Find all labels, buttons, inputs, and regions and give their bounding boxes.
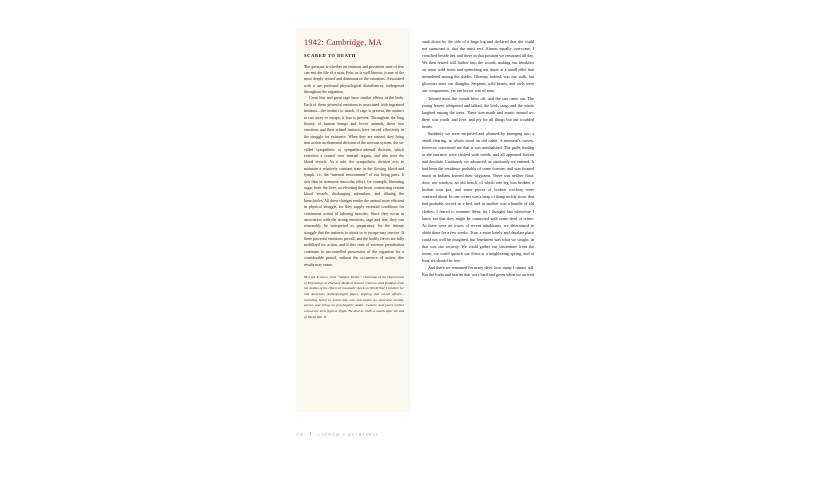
kicker-place: Cambridge, MA [326,38,382,47]
main-paragraph: Suddenly we were surprised and alarmed by emerging into a small clearing, in which stood an old cabin. A moment’s survey, however, convinced me that it was uninhabited. The paths leading to the entrance were choked with weeds, and all appeared forlorn and desolate. Cautiously we advanced, as cautiously we entered. It had been the residence probably of some forester, and was formed much as Indians formed their wigwams. There was neither floor, door, nor window, an old bench, of which one leg was broken, a broken iron pot, and some pieces of broken crockery were scattered about. In one corner was a heap of damp moldy straw that had probably served as a bed, and in another was a bundle of old clothes. I feared to examine them; for I thought, but wherefore I know not that they might be connected with some deed of crime. As there were no traces of recent inhabitants, we determined to abide there for a few weeks. True, a more lonely and desolate place could not well be imagined, but loneliness was what we sought; in that was our security. We could gather our sustenance from the forest, we could quench our thirst at a neighboring spring, and at least we should be free. [422,130,534,263]
sidebar-kicker [304,38,404,47]
journal-name: LAPHAM’S QUARTERLY [318,433,380,437]
folio-number: 176 [296,432,304,437]
sidebar-body [304,64,404,269]
main-text-column [422,38,534,278]
main-paragraph: And there we remained for many days: how many I cannot tell. But the fruits and berries that were hard and green when we arrived [422,265,534,278]
attribution-author: Walter Cannon, [304,275,329,280]
footer-divider [310,432,311,436]
kicker-year: 1942: [304,38,325,47]
sidebar-paragraph: The question is whether an ominous and persistent state of fear can end the life of a man. Fear, as is well known, is one of the most deeply rooted and dominant of the emotions. Associated with it are profound physiological disturbances, widespread throughout the organism. [304,63,404,95]
main-paragraph: Toward noon the clouds blew off, and the sun came out. The young leaves whispered and talked, the birds sang, and the winds laughed among the trees. There was mirth and music around us; there was youth, and love, and joy for all things but our troubled hearts. [422,95,534,129]
sidebar-paragraph: Great fear and great rage have similar effects in the body. Each of these powerful emotions is associated with ingrained instincts—the instinct to attack, if rage is present, the instinct to run away or escape, if fear is present. Throughout the long history of human beings and lower animals, these two emotions and their related instincts have served effectively in the struggle for existence. When they are roused, they bring into action an elemental division of the nervous system, the so-called sympathetic or sympathico-adrenal division, which exercises a control over internal organs, and also over the blood vessels. As a rule, the sympathetic division acts to maintain a relatively constant state in the flowing blood and lymph, i.e., the “internal environment” of our living parts. It acts thus in strenuous muscular effort; for example, liberating sugar from the liver, accelerating the heart, contracting certain blood vessels, discharging adrenaline, and dilating the bronchioles. All these changes render the animal more efficient in physical struggle, for they supply essential conditions for continuous action of laboring muscles. Since they occur in association with the strong emotions, rage and fear, they can reasonably be interpreted as preparatory for the intense struggle that the instincts to attack or to escape may involve. If these powerful emotions prevail, and the bodily forces are fully mobilized for action, and if this state of extreme perturbation continues in uncontrolled possession of the organism for a considerable period, without the occurrence of action, dire results may ensue. [304,95,404,267]
main-paragraph: sunk down by the side of a huge log and declared that she could not surmount it, that she must rest. Almost equally overcome, I crouched beside her, and there in that position we remained till day. We then retired still farther into the woods, making our breakfast on some wild fruits and quenching our thirst at a small rillet that meandered among the shades. Gloomy, indeed, was our walk, but gloomier were our thoughts. Serpents, wild beasts, and owls were our companions, yet our horror was of man. [422,39,534,94]
page-spread [296,28,544,448]
sidebar-attribution [304,275,404,320]
page-footer [296,432,544,437]
attribution-note: from “Voodoo Death.” Chairman of the Department of Physiology at Harvard Medical School, Cannon used findings from his studies of the effects of traumatic shock on World War I soldiers for this American Anthropologist paper, arguing that social effects—including belief in witchcraft—can overwhelm an otherwise healthy person and bring on psychogenic death. Cannon had years earlier coined the term fight-or-flight. He died in 1945, a month after the end of World War II. [304,275,404,319]
sidebar-excerpt-box [296,28,410,412]
sidebar-subhead: SCARED TO DEATH [304,53,356,59]
